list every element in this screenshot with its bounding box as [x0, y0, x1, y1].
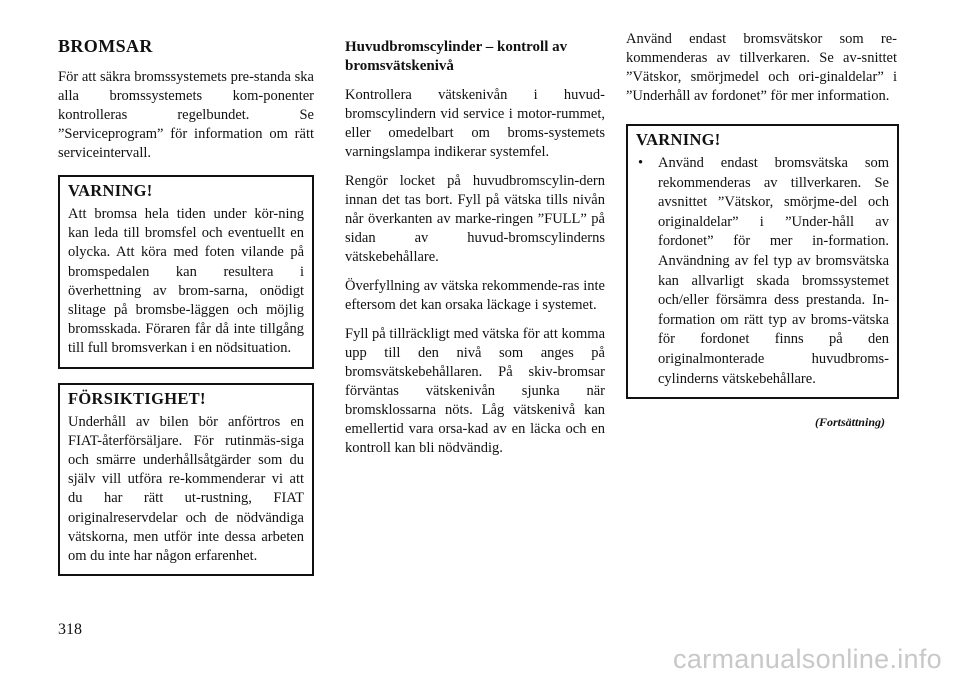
paragraph: Överfyllning av vätska rekommende-ras inte eftersom det kan orsaka läckage i systemet. [345, 278, 605, 313]
warning-text: Att bromsa hela tiden under kör-ning kan leda till bromsfel och eventuellt en olycka. Att köra med foten vilande på bromspedalen kan resultera i överhettning av brom-sarna, onödigt slitage på bromsbe-läggen och möjlig bromsskada. Föraren får då inte tillgång till full bromsverkan i en nödsituation. [68, 206, 304, 357]
subsection-heading: Huvudbromscylinder – kontroll av bromsvätskenivå [345, 39, 568, 74]
warning-title: VARNING! [68, 181, 153, 200]
warning-box [58, 175, 314, 369]
paragraph: Rengör locket på huvudbromscylin-dern innan det tas bort. Fyll på vätska tills nivån når överkanten av marke-ringen ”FULL” på sidan av huvud-bromscylinderns vätskebehållare. [345, 173, 605, 265]
caution-title: FÖRSIKTIGHET! [68, 388, 206, 408]
continued-label: (Fortsättning) [814, 415, 885, 430]
warning-box [626, 124, 899, 399]
left-column [58, 30, 314, 590]
right-column [626, 30, 897, 432]
section-title: BROMSAR [58, 36, 153, 56]
warning-bullet-item: • Använd endast bromsvätska som rekommenderas av tillverkaren. Se avsnittet ”Vätskor, smörjme-del och originaldelar” i ”Under-håll av fordonet” för mer in-formation. Användning av fel typ av bromsvätska kan allvarligt skada bromssystemet och/eller försämra dess prestanda. In-formation om rätt typ av broms-vätska för fordonet finns på den originalmonterade huvudbroms-cylinderns vätskebehållare. [636, 154, 889, 389]
warning-title: VARNING! [636, 130, 721, 149]
page-number: 318 [58, 621, 82, 638]
brakes-intro-paragraph: För att säkra bromssystemets pre-standa ska alla bromssystemets kom-ponenter kontrolleras regelbundet. Se ”Serviceprogram” för information om rätt serviceintervall. [58, 69, 314, 161]
paragraph: Kontrollera vätskenivån i huvud-bromscylindern vid service i motor-rummet, eller omedelbart om broms-systemets varningslampa indikerar systemfel. [345, 87, 605, 160]
fluid-recommendation-paragraph: Använd endast bromsvätskor som re-kommenderas av tillverkaren. Se av-snittet ”Vätskor, smörjmedel och ori-ginaldelar” i ”Underhåll av fordonet” för mer information. [626, 31, 897, 104]
middle-column [345, 30, 605, 468]
paragraph: Fyll på tillräckligt med vätska för att komma upp till den nivå som anges på bromsvätskebehållaren. På skiv-bromsar förväntas vätskenivån sjunka när bromsklossarna nöts. Låg vätskenivå kan emellertid vara orsa-kad av en läcka och en kontroll kan bli nödvändig. [345, 326, 605, 456]
watermark: carmanualsonline.info [673, 644, 942, 674]
caution-text: Underhåll av bilen bör anförtros en FIAT-återförsäljare. För rutinmäs-siga och smärre underhållsåtgärder som du själv vill utföra re-kommenderar vi att du har rätt ut-rustning, FIAT originalreservdelar och de nödvändiga vätskorna, men utför inte dessa arbeten om du inte har någon erfarenhet. [68, 413, 304, 565]
caution-box [58, 383, 314, 577]
warning-list [636, 154, 889, 389]
